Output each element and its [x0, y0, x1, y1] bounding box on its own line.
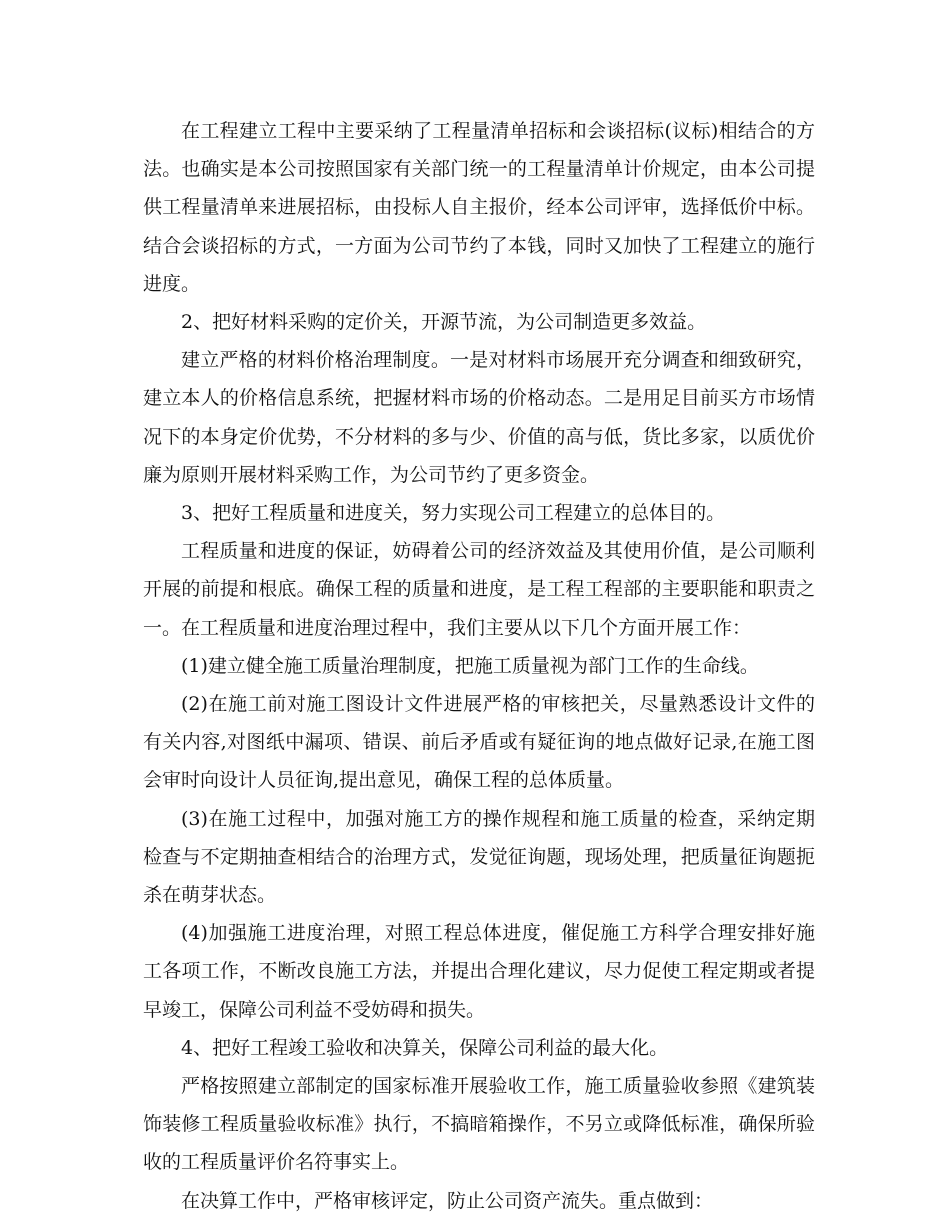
heading-quality-progress: 3、把好工程质量和进度关，努力实现公司工程建立的总体目的。: [181, 502, 726, 525]
list-item-2: (2)在施工前对施工图设计文件进展严格的审核把关，尽量熟悉设计文件的有关内容,对图纸中漏项、错误、前后矛盾或有疑征询的地点做好记录,在施工图会审时向设计人员征询,提出意见，确保工程的总体质量。: [143, 693, 815, 792]
paragraph-material-price-management: 建立严格的材料价格治理制度。一是对材料市场展开充分调查和细致研究，建立本人的价格信息系统，把握材料市场的价格动态。二是用足目前买方市场情况下的本身定价优势，不分材料的多与少、价值的高与低，货比多家，以质优价廉为原则开展材料采购工作，为公司节约了更多资金。: [143, 349, 815, 486]
list-item-4: (4)加强施工进度治理，对照工程总体进度，催促施工方科学合理安排好施工各项工作，不断改良施工方法，并提出合理化建议，尽力促使工程定期或者提早竣工，保障公司利益不受妨碍和损失。: [143, 922, 815, 1021]
list-item-1: (1)建立健全施工质量治理制度，把施工质量视为部门工作的生命线。: [181, 654, 759, 677]
heading-material-procurement: 2、把好材料采购的定价关，开源节流，为公司制造更多效益。: [181, 311, 707, 334]
paragraph-acceptance-standards: 严格按照建立部制定的国家标准开展验收工作，施工质量验收参照《建筑装饰装修工程质量验收标准》执行，不搞暗箱操作，不另立或降低标准，确保所验收的工程质量评价名符事实上。: [143, 1075, 815, 1174]
heading-acceptance-settlement: 4、把好工程竣工验收和决算关，保障公司利益的最大化。: [181, 1036, 669, 1059]
list-item-3: (3)在施工过程中，加强对施工方的操作规程和施工质量的检查，采纳定期检查与不定期抽查相结合的治理方式，发觉征询题，现场处理，把质量征询题扼杀在萌芽状态。: [143, 807, 815, 907]
document-body: [143, 112, 815, 1220]
paragraph-quality-progress-intro: 工程质量和进度的保证，妨碍着公司的经济效益及其使用价值，是公司顺利开展的前提和根底。确保工程的质量和进度，是工程工程部的主要职能和职责之一。在工程质量和进度治理过程中，我们主要从以下几个方面开展工作：: [143, 540, 815, 639]
paragraph-settlement-review: 在决算工作中，严格审核评定，防止公司资产流失。重点做到：: [181, 1189, 714, 1212]
paragraph-bidding-method: 在工程建立工程中主要采纳了工程量清单招标和会谈招标(议标)相结合的方法。也确实是本公司按照国家有关部门统一的工程量清单计价规定，由本公司提供工程量清单来进展招标，由投标人自主报价，经本公司评审，选择低价中标。结合会谈招标的方式，一方面为公司节约了本钱，同时又加快了工程建立的施行进度。: [143, 120, 815, 295]
